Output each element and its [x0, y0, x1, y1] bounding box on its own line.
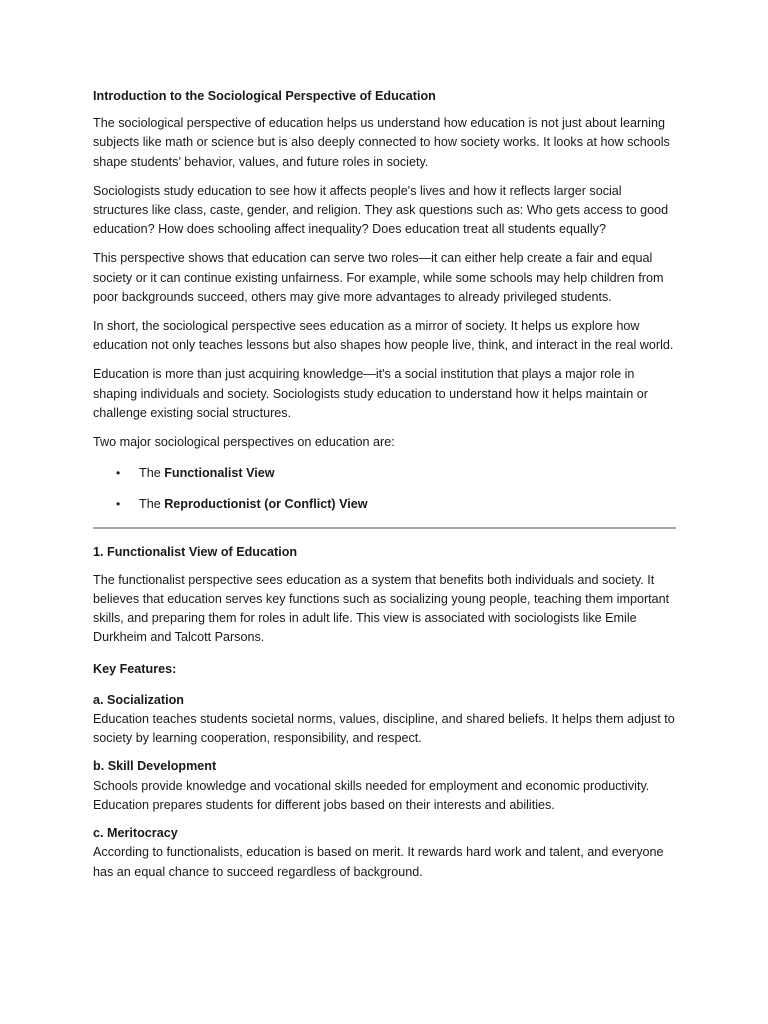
intro-paragraph-2: Sociologists study education to see how it affects people's lives and how it reflects larger social structures like class, caste, gender, and religion. They ask questions such as: Who gets access to good education? How does schooling affect inequality? Does education treat all students equally?: [93, 183, 669, 237]
list-item-prefix: The: [139, 466, 165, 481]
feature-title: b. Skill Development: [93, 759, 217, 774]
feature-meritocracy: [93, 824, 676, 882]
feature-socialization: [93, 691, 676, 749]
feature-title: c. Meritocracy: [93, 826, 178, 841]
intro-title: Introduction to the Sociological Perspective of Education: [93, 89, 436, 103]
bullet-icon: •: [116, 466, 121, 481]
functionalist-paragraph: The functionalist perspective sees education as a system that benefits both individuals and society. It believes that education serves key functions such as socializing young people, teaching them important skills, and preparing them for roles in adult life. This view is associated with sociologists like Emile Durkheim and Talcott Parsons.: [93, 572, 670, 645]
feature-title: a. Socialization: [93, 692, 184, 707]
section-heading: 1. Functionalist View of Education: [93, 544, 298, 559]
intro-paragraph-1: The sociological perspective of education helps us understand how education is not just about learning subjects like math or science but is also deeply connected to how society works. It looks at how schools shape students’ behavior, values, and future roles in society.: [93, 116, 670, 169]
feature-text: Schools provide knowledge and vocational skills needed for employment and economic productivity. Education prepares students for different jobs based on their interests and abilities.: [93, 778, 650, 812]
feature-text: Education teaches students societal norms, values, discipline, and shared beliefs. It helps them adjust to society by learning cooperation, responsibility, and respect.: [93, 712, 675, 746]
list-item-bold: Reproductionist (or Conflict) View: [164, 497, 368, 512]
list-item-prefix: The: [139, 497, 165, 512]
list-item: [93, 495, 676, 514]
bullet-icon: •: [116, 497, 121, 512]
key-features-label: Key Features:: [93, 661, 177, 676]
intro-paragraph-4: In short, the sociological perspective sees education as a mirror of society. It helps us explore how education not only teaches lessons but also shapes how people live, think, and interact in the real world.: [93, 319, 674, 353]
intro-paragraph-5: Education is more than just acquiring knowledge—it's a social institution that plays a major role in shaping individuals and society. Sociologists study education to understand how it helps maintain or challenge existing social structures.: [93, 367, 648, 420]
perspectives-list: [93, 464, 676, 514]
intro-paragraph-6: Two major sociological perspectives on education are:: [93, 435, 395, 450]
horizontal-divider: [93, 527, 676, 529]
list-item: [93, 464, 676, 483]
intro-paragraph-3: This perspective shows that education can serve two roles—it can either help create a fair and equal society or it can continue existing unfairness. For example, while some schools may help children from poor backgrounds succeed, others may give more advantages to already privileged students.: [93, 251, 664, 304]
feature-text: According to functionalists, education is based on merit. It rewards hard work and talent, and everyone has an equal chance to succeed regardless of background.: [93, 845, 664, 879]
list-item-bold: Functionalist View: [164, 466, 275, 481]
feature-skill-development: [93, 757, 676, 815]
